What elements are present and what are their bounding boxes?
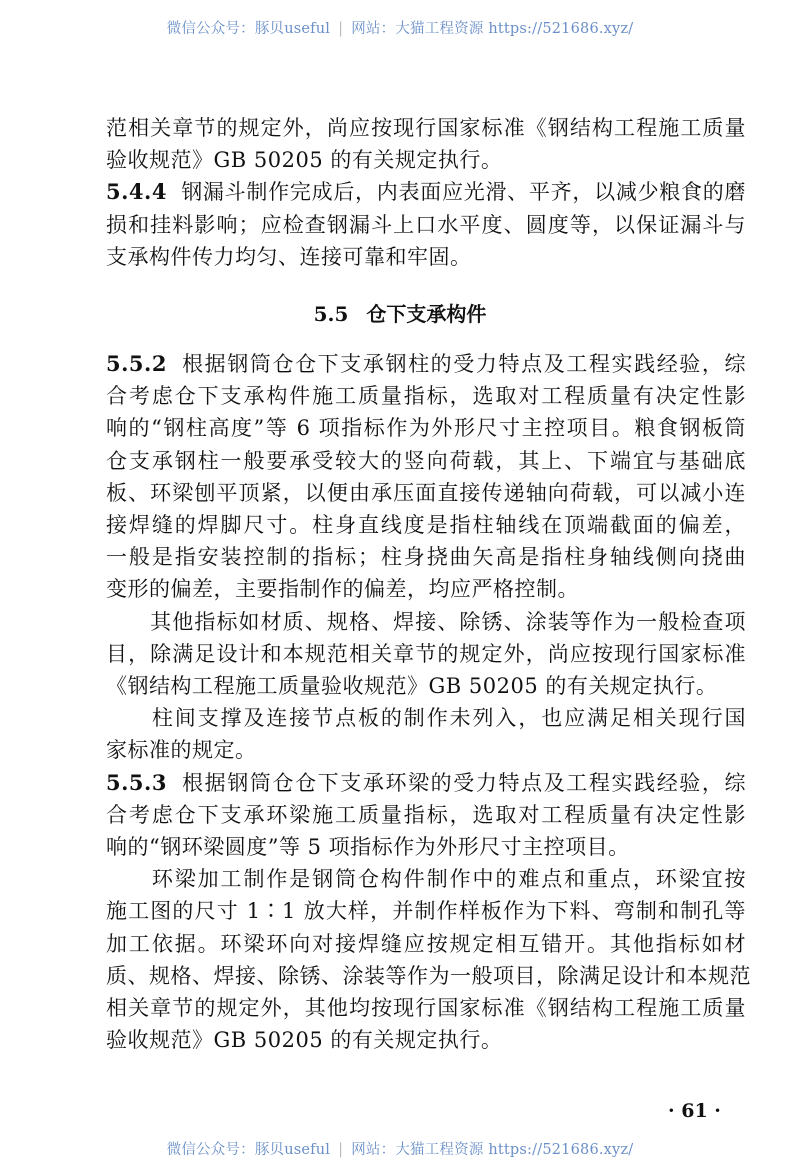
- text-line: [106, 415, 746, 441]
- text-line: [106, 802, 746, 828]
- text-line: [106, 448, 746, 474]
- section-number: 5.5: [313, 302, 349, 326]
- text-line: [106, 544, 746, 570]
- text-line: [106, 212, 746, 238]
- line-text: 损和挂料影响；应检查钢漏斗上口水平度、圆度等，以保证漏斗与: [106, 212, 746, 237]
- text-line: [106, 705, 746, 731]
- text-line: [106, 898, 746, 924]
- line-text: 其他指标如材质、规格、焊接、除锈、涂装等作为一般检查项: [106, 609, 746, 634]
- text-line: [106, 931, 746, 957]
- text-line: [106, 115, 746, 141]
- text-line: [106, 351, 746, 377]
- page-number: · 61 ·: [668, 1100, 721, 1122]
- clause-number: 5.5.3: [106, 769, 167, 795]
- line-text: 钢漏斗制作完成后，内表面应光滑、平齐，以减少粮食的磨: [180, 180, 746, 205]
- text-line: [106, 834, 746, 860]
- text-line: [106, 576, 746, 602]
- line-text: 《钢结构工程施工质量验收规范》GB 50205 的有关规定执行。: [106, 674, 718, 698]
- section-title: 仓下支承构件: [366, 302, 487, 326]
- line-text: 响的“钢柱高度”等 6 项指标作为外形尺寸主控项目。粮食钢板筒: [106, 416, 746, 441]
- text-line: [106, 866, 746, 892]
- text-line: [106, 1027, 746, 1053]
- line-text: 响的“钢环梁圆度”等 5 项指标作为外形尺寸主控项目。: [106, 835, 630, 859]
- line-text: 接焊缝的焊脚尺寸。柱身直线度是指柱轴线在顶端截面的偏差，: [106, 513, 746, 537]
- line-text: 根据钢筒仓仓下支承钢柱的受力特点及工程实践经验，综: [180, 352, 746, 376]
- watermark-separator: |: [338, 21, 344, 37]
- text-line: [106, 609, 746, 635]
- text-line: [106, 995, 746, 1021]
- text-line: [106, 147, 746, 173]
- text-line: [106, 641, 746, 667]
- watermark-wechat: 微信公众号：豚贝useful: [166, 1142, 331, 1158]
- line-text: 质、规格、焊接、除锈、涂装等作为一般项目，除满足设计和本规范: [106, 963, 751, 988]
- text-line: [106, 480, 746, 506]
- watermark-separator: |: [338, 1142, 344, 1158]
- line-text: 施工图的尺寸 1∶1 放大样，并制作样板作为下料、弯制和制孔等: [106, 899, 746, 924]
- line-text: 仓支承钢柱一般要承受较大的竖向荷载，其上、下端宜与基础底: [106, 448, 746, 473]
- line-text: 家标准的规定。: [106, 738, 257, 763]
- line-text: 变形的偏差，主要指制作的偏差，均应严格控制。: [106, 577, 579, 602]
- line-text: 支承构件传力均匀、连接可靠和牢固。: [106, 244, 472, 269]
- clause-number: 5.4.4: [106, 179, 167, 205]
- line-text: 柱间支撑及连接节点板的制作未列入，也应满足相关现行国: [106, 706, 746, 731]
- line-text: 合考虑仓下支承环梁施工质量指标，选取对工程质量有决定性影: [106, 802, 746, 827]
- line-text: 加工依据。环梁环向对接焊缝应按规定相互错开。其他指标如材: [106, 931, 746, 956]
- line-text: 一般是指安装控制的指标；柱身挠曲矢高是指柱身轴线侧向挠曲: [106, 545, 746, 570]
- line-text: 环梁加工制作是钢筒仓构件制作中的难点和重点，环梁宜按: [106, 867, 746, 892]
- line-text: 目，除满足设计和本规范相关章节的规定外，尚应按现行国家标准: [106, 641, 746, 666]
- text-line: [106, 963, 751, 989]
- watermark-header: [0, 17, 800, 38]
- line-text: 板、环梁刨平顶紧，以便由承压面直接传递轴向荷载，可以减小连: [106, 480, 746, 505]
- watermark-footer: [0, 1138, 800, 1159]
- line-text: 验收规范》GB 50205 的有关规定执行。: [106, 148, 503, 173]
- text-line: [106, 673, 746, 699]
- watermark-wechat: 微信公众号：豚贝useful: [166, 21, 331, 37]
- line-text: 验收规范》GB 50205 的有关规定执行。: [106, 1028, 503, 1053]
- line-text: 根据钢筒仓仓下支承环梁的受力特点及工程实践经验，综: [180, 770, 746, 795]
- watermark-website: 网站：大猫工程资源 https://521686.xyz/: [351, 21, 634, 37]
- line-text: 合考虑仓下支承构件施工质量指标，选取对工程质量有决定性影: [106, 384, 746, 409]
- text-line: [106, 244, 746, 270]
- text-line: [106, 179, 746, 205]
- line-text: 范相关章节的规定外，尚应按现行国家标准《钢结构工程施工质量: [106, 116, 746, 140]
- clause-number: 5.5.2: [106, 351, 167, 376]
- line-text: 相关章节的规定外，其他均按现行国家标准《钢结构工程施工质量: [106, 996, 746, 1020]
- section-heading: [0, 298, 800, 327]
- text-line: [106, 737, 746, 763]
- text-line: [106, 512, 746, 538]
- watermark-website: 网站：大猫工程资源 https://521686.xyz/: [351, 1142, 634, 1158]
- text-line: [106, 383, 746, 409]
- text-line: [106, 770, 746, 796]
